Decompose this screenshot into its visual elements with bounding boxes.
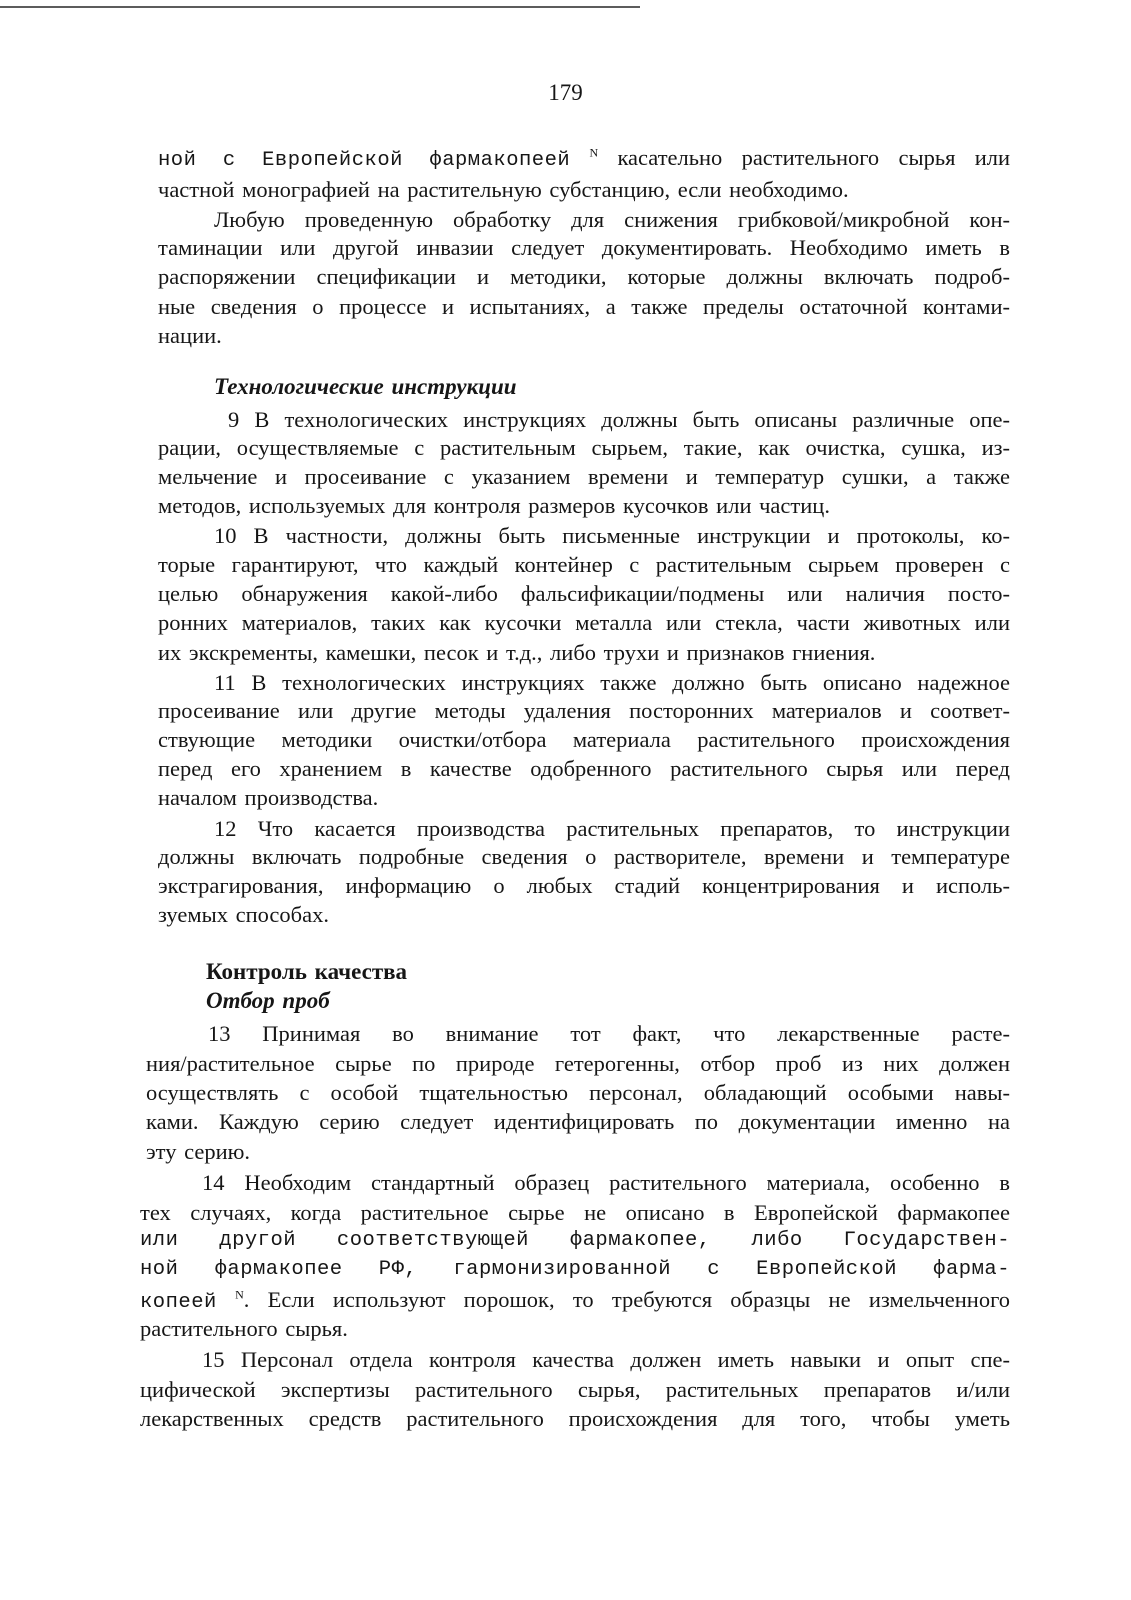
- paragraph-line: цифической экспертизы растительного сырья, растительных препаратов и/или: [140, 1377, 1010, 1402]
- paragraph-line: тех случаях, когда растительное сырье не описано в Европейской фармакопее: [140, 1200, 1010, 1225]
- paragraph-line: [158, 143, 1010, 176]
- paragraph-line: началом производства.: [158, 785, 379, 810]
- paragraph-line: просеивание или другие методы удаления посторонних материалов и соответ-: [158, 698, 1010, 723]
- paragraph-line: частной монографией на растительную субстанцию, если необходимо.: [158, 177, 849, 202]
- paragraph-line: Любую проведенную обработку для снижения грибковой/микробной кон-: [214, 207, 1010, 232]
- paragraph-line: рации, осуществляемые с растительным сырьем, такие, как очистка, сушка, из-: [158, 435, 1010, 460]
- paragraph-line: методов, используемых для контроля размеров кусочков или частиц.: [158, 493, 830, 518]
- paragraph-line: экстрагирования, информацию о любых стадий концентрирования и исполь-: [158, 873, 1010, 898]
- paragraph-line: ками. Каждую серию следует идентифицировать по документации именно на: [146, 1109, 1010, 1134]
- paragraph-line: ния/растительное сырье по природе гетерогенны, отбор проб из них должен: [146, 1051, 1010, 1076]
- paragraph-line: должны включать подробные сведения о растворителе, времени и температуре: [158, 844, 1010, 869]
- page-number: 179: [548, 80, 583, 105]
- paragraph-line: лекарственных средств растительного происхождения для того, чтобы уметь: [140, 1406, 1010, 1431]
- paragraph-line: осуществлять с особой тщательностью персонал, обладающий особыми навы-: [146, 1080, 1010, 1105]
- paragraph-line: распоряжении спецификации и методики, которые должны включать подроб-: [158, 264, 1010, 289]
- paragraph-line: ной фармакопее РФ, гармонизированной с Европейской фарма-: [140, 1258, 1010, 1281]
- paragraph-line: 11 В технологических инструкциях также должно быть описано надежное: [214, 670, 1010, 695]
- paragraph-line: торые гарантируют, что каждый контейнер с растительным сырьем проверен с: [158, 552, 1010, 577]
- paragraph-line: растительного сырья.: [140, 1316, 348, 1341]
- paragraph-line: перед его хранением в качестве одобренного растительного сырья или перед: [158, 756, 1010, 781]
- superscript-mark: N: [589, 145, 599, 160]
- paragraph-line: нации.: [158, 323, 222, 348]
- paragraph-line: или другой соответствующей фармакопее, либо Государствен-: [140, 1229, 1010, 1252]
- paragraph-line: 9 В технологических инструкциях должны быть описаны различные опе-: [228, 407, 1010, 432]
- monospace-text: ной с Европейской фармакопеей: [158, 149, 571, 172]
- paragraph-line: мельчение и просеивание с указанием времени и температур сушки, а также: [158, 464, 1010, 489]
- text-span: . Если используют порошок, то требуются образцы не измельченного: [243, 1287, 1011, 1312]
- section-heading: Технологические инструкции: [214, 374, 517, 399]
- paragraph-line: ные сведения о процессе и испытаниях, а также пределы остаточной контами-: [158, 294, 1010, 319]
- paragraph-line: таминации или другой инвазии следует документировать. Необходимо иметь в: [158, 235, 1010, 260]
- subsection-heading: Отбор проб: [206, 988, 330, 1013]
- paragraph-line: ронних материалов, таких как кусочки металла или стекла, части животных или: [158, 610, 1010, 635]
- paragraph-line: ствующие методики очистки/отбора материала растительного происхождения: [158, 727, 1010, 752]
- monospace-text: копеей: [140, 1291, 217, 1314]
- paragraph-line: 13 Принимая во внимание тот факт, что лекарственные расте-: [208, 1021, 1010, 1046]
- section-heading: Контроль качества: [206, 959, 408, 984]
- paragraph-line: 15 Персонал отдела контроля качества должен иметь навыки и опыт спе-: [202, 1347, 1010, 1372]
- paragraph-line: их экскременты, камешки, песок и т.д., либо трухи и признаков гниения.: [158, 640, 876, 665]
- paragraph-line: 12 Что касается производства растительных препаратов, то инструкции: [214, 816, 1010, 841]
- superscript-mark: N: [235, 1287, 244, 1302]
- paragraph-line: зуемых способах.: [158, 902, 329, 927]
- text-span: касательно растительного сырья или: [617, 145, 1011, 170]
- paragraph-line: 10 В частности, должны быть письменные инструкции и протоколы, ко-: [214, 523, 1010, 548]
- paragraph-line: целью обнаружения какой-либо фальсификации/подмены или наличия посто-: [158, 581, 1010, 606]
- paragraph-line: эту серию.: [146, 1139, 251, 1164]
- paragraph-line: 14 Необходим стандартный образец растительного материала, особенно в: [202, 1170, 1010, 1195]
